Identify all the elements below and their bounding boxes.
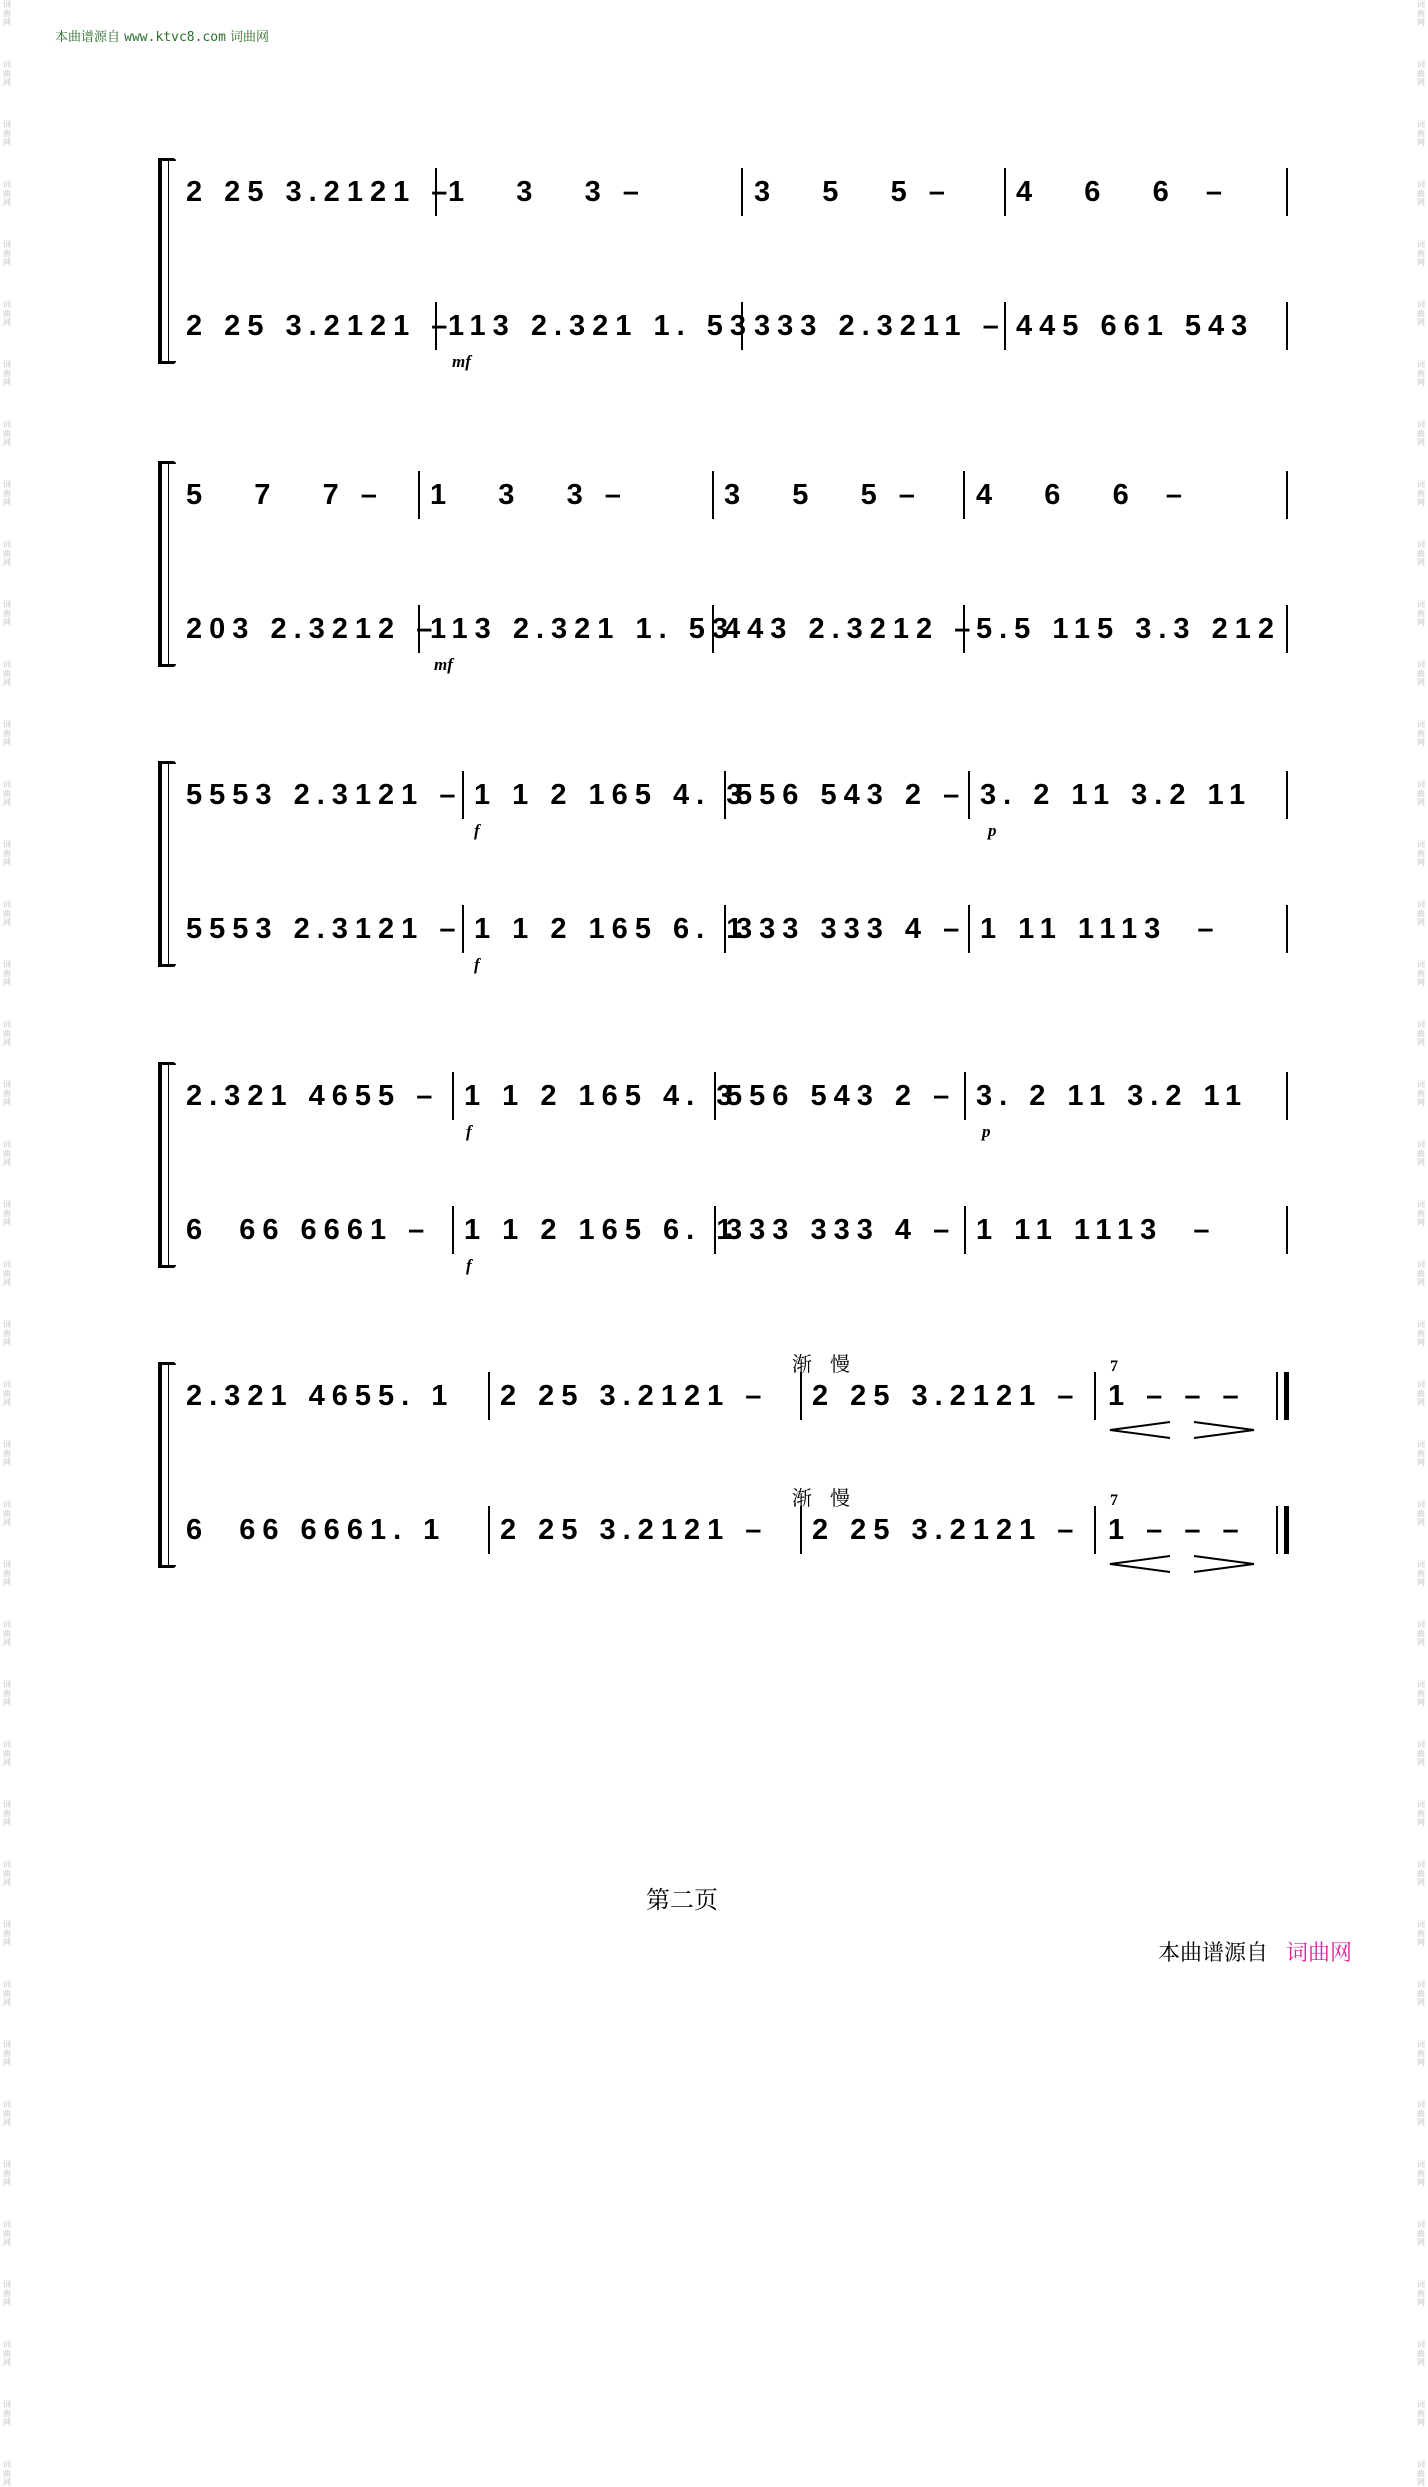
watermark-glyph: 词 曲 网 bbox=[1417, 1440, 1425, 1467]
measure bbox=[186, 465, 411, 525]
watermark-glyph: 词 曲 网 bbox=[3, 540, 11, 567]
dynamic-mark: f bbox=[474, 955, 480, 974]
score-system-1 bbox=[158, 158, 1280, 371]
watermark-glyph: 词 曲 网 bbox=[1417, 1380, 1425, 1407]
dynamic-mark: mf bbox=[434, 655, 453, 674]
measure bbox=[186, 599, 440, 659]
watermark-glyph: 词 曲 网 bbox=[3, 960, 11, 987]
measure-notes: 3. 2 11 3.2 11 bbox=[980, 779, 1253, 811]
watermark-glyph: 词 曲 网 bbox=[3, 180, 11, 207]
bottom-source-prefix: 本曲谱源自 bbox=[1158, 1941, 1269, 1966]
watermark-glyph: 词 曲 网 bbox=[3, 1860, 11, 1887]
watermark-glyph: 词 曲 网 bbox=[1417, 2100, 1425, 2127]
watermark-glyph: 词 曲 网 bbox=[3, 240, 11, 267]
barline bbox=[418, 605, 420, 653]
watermark-glyph: 词 曲 网 bbox=[1417, 120, 1425, 147]
barline bbox=[800, 1372, 802, 1420]
system-bracket-line bbox=[168, 764, 169, 964]
left-watermark-strip bbox=[0, 0, 14, 2487]
measure bbox=[754, 296, 1006, 356]
top-source-site[interactable]: 词曲网 bbox=[230, 30, 270, 45]
measure bbox=[736, 765, 967, 825]
watermark-glyph: 词 曲 网 bbox=[1417, 420, 1425, 447]
watermark-glyph: 词 曲 网 bbox=[3, 1500, 11, 1527]
watermark-glyph: 词 曲 网 bbox=[1417, 720, 1425, 747]
barline bbox=[741, 302, 743, 350]
watermark-glyph: 词 曲 网 bbox=[1417, 180, 1425, 207]
dynamic-mark: f bbox=[474, 821, 480, 840]
measure bbox=[474, 899, 750, 959]
upper-staff bbox=[182, 465, 1280, 525]
dynamic-mark: f bbox=[466, 1256, 472, 1275]
watermark-glyph: 词 曲 网 bbox=[1417, 1860, 1425, 1887]
measure-notes: 5553 2.3121 – bbox=[186, 779, 463, 811]
measure-notes: 1 1 2 165 6. 1 bbox=[474, 913, 750, 945]
measure bbox=[754, 162, 974, 222]
right-watermark-strip bbox=[1414, 0, 1428, 2487]
watermark-glyph: 词 曲 网 bbox=[3, 2460, 11, 2487]
measure bbox=[736, 899, 967, 959]
watermark-glyph: 词 曲 网 bbox=[1417, 1680, 1425, 1707]
score-system-5 bbox=[158, 1352, 1280, 1568]
watermark-glyph: 词 曲 网 bbox=[1417, 0, 1425, 27]
system-bracket bbox=[158, 761, 176, 967]
score-system-3 bbox=[158, 761, 1280, 974]
watermark-glyph: 词 曲 网 bbox=[1417, 1020, 1425, 1047]
measure bbox=[976, 1066, 1281, 1126]
upper-staff bbox=[182, 1066, 1280, 1141]
measure-notes: 2 25 3.2121 – bbox=[500, 1380, 769, 1412]
measure bbox=[976, 1200, 1281, 1260]
barline bbox=[488, 1506, 490, 1554]
watermark-glyph: 词 曲 网 bbox=[3, 1260, 11, 1287]
barline bbox=[724, 771, 726, 819]
measure-notes: 2 25 3.2121 – bbox=[812, 1514, 1081, 1546]
barline bbox=[452, 1072, 454, 1120]
fermata-number: 7 bbox=[1110, 1358, 1118, 1375]
measure-notes: 333 333 4 – bbox=[736, 913, 967, 945]
measure bbox=[186, 296, 455, 356]
watermark-glyph: 词 曲 网 bbox=[1417, 2460, 1425, 2487]
top-source-url[interactable]: www.ktvc8.com bbox=[124, 30, 226, 45]
measure bbox=[186, 765, 463, 825]
measure-notes: 1 1 2 165 6. 1 bbox=[464, 1214, 740, 1246]
dynamic-mark: p bbox=[988, 821, 997, 840]
measure bbox=[464, 1200, 740, 1260]
barline bbox=[724, 905, 726, 953]
watermark-glyph: 词 曲 网 bbox=[3, 1440, 11, 1467]
system-bracket-line bbox=[168, 1065, 169, 1265]
watermark-glyph: 词 曲 网 bbox=[1417, 300, 1425, 327]
measure bbox=[186, 899, 463, 959]
lower-staff bbox=[182, 599, 1281, 674]
watermark-glyph: 词 曲 网 bbox=[1417, 240, 1425, 267]
watermark-glyph: 词 曲 网 bbox=[1417, 1080, 1425, 1107]
upper-staff bbox=[182, 765, 1280, 840]
watermark-glyph: 词 曲 网 bbox=[3, 1980, 11, 2007]
barline bbox=[714, 1072, 716, 1120]
measure-notes: 2.321 4655 – bbox=[186, 1080, 440, 1112]
measure bbox=[186, 162, 455, 222]
barline bbox=[435, 168, 437, 216]
watermark-glyph: 词 曲 网 bbox=[3, 600, 11, 627]
barline bbox=[968, 771, 970, 819]
watermark-glyph: 词 曲 网 bbox=[1417, 2280, 1425, 2307]
dynamics-hairpin-icon bbox=[1108, 1554, 1258, 1574]
watermark-glyph: 词 曲 网 bbox=[1417, 1920, 1425, 1947]
barline bbox=[462, 905, 464, 953]
final-barline bbox=[1276, 1506, 1289, 1554]
measure-notes: 4 6 6 – bbox=[1016, 176, 1229, 208]
watermark-glyph: 词 曲 网 bbox=[1417, 900, 1425, 927]
page-number: 第二页 bbox=[646, 1886, 718, 1914]
barline bbox=[1094, 1372, 1096, 1420]
watermark-glyph: 词 曲 网 bbox=[1417, 1200, 1425, 1227]
measure bbox=[812, 1500, 1082, 1560]
barline bbox=[968, 905, 970, 953]
dynamics-hairpin-icon bbox=[1108, 1420, 1258, 1440]
watermark-glyph: 词 曲 网 bbox=[3, 1140, 11, 1167]
barline bbox=[1094, 1506, 1096, 1554]
watermark-glyph: 词 曲 网 bbox=[3, 2340, 11, 2367]
measure bbox=[726, 1066, 957, 1126]
system-bracket bbox=[158, 461, 176, 667]
watermark-glyph: 词 曲 网 bbox=[3, 1680, 11, 1707]
watermark-glyph: 词 曲 网 bbox=[1417, 2160, 1425, 2187]
barline bbox=[1004, 302, 1006, 350]
lower-staff bbox=[182, 899, 1280, 974]
measure bbox=[976, 465, 1226, 525]
watermark-glyph: 词 曲 网 bbox=[1417, 1500, 1425, 1527]
dynamic-mark: f bbox=[466, 1122, 472, 1141]
watermark-glyph: 词 曲 网 bbox=[3, 1020, 11, 1047]
watermark-glyph: 词 曲 网 bbox=[1417, 1980, 1425, 2007]
measure-notes: 443 2.3212 – bbox=[724, 613, 978, 645]
measure-notes: 556 543 2 – bbox=[736, 779, 967, 811]
watermark-glyph: 词 曲 网 bbox=[1417, 1560, 1425, 1587]
watermark-glyph: 词 曲 网 bbox=[1417, 1140, 1425, 1167]
watermark-glyph: 词 曲 网 bbox=[3, 2040, 11, 2067]
barline bbox=[1004, 168, 1006, 216]
measure-notes: 556 543 2 – bbox=[726, 1080, 957, 1112]
system-bracket bbox=[158, 1362, 176, 1568]
bottom-source-line bbox=[1158, 1936, 1352, 1967]
measure-notes: 6 66 6661. 1 bbox=[186, 1514, 447, 1546]
barline bbox=[1286, 771, 1288, 819]
measure-notes: 1 1 2 165 4. 3 bbox=[474, 779, 750, 811]
watermark-glyph: 词 曲 网 bbox=[1417, 1740, 1425, 1767]
watermark-glyph: 词 曲 网 bbox=[3, 1560, 11, 1587]
watermark-glyph: 词 曲 网 bbox=[3, 60, 11, 87]
barline bbox=[964, 1206, 966, 1254]
measure-notes: 2 25 3.2121 – bbox=[812, 1380, 1081, 1412]
barline bbox=[452, 1206, 454, 1254]
score-system-2 bbox=[158, 461, 1281, 674]
measure bbox=[186, 1500, 476, 1560]
watermark-glyph: 词 曲 网 bbox=[1417, 540, 1425, 567]
measure-notes: 2.321 4655. 1 bbox=[186, 1380, 455, 1412]
barline bbox=[1286, 471, 1288, 519]
top-source-line bbox=[55, 26, 269, 45]
barline bbox=[488, 1372, 490, 1420]
measure-notes: 4 6 6 – bbox=[976, 479, 1189, 511]
barline bbox=[1286, 1206, 1288, 1254]
dynamic-mark: p bbox=[982, 1122, 991, 1141]
measure-notes: 1 – – – bbox=[1108, 1380, 1246, 1412]
measure-notes: 1 11 1113 – bbox=[976, 1214, 1217, 1246]
score-system-4 bbox=[158, 1062, 1280, 1275]
barline bbox=[1286, 1072, 1288, 1120]
watermark-glyph: 词 曲 网 bbox=[3, 1080, 11, 1107]
watermark-glyph: 词 曲 网 bbox=[1417, 2340, 1425, 2367]
measure bbox=[1108, 1500, 1258, 1560]
barline bbox=[1286, 605, 1288, 653]
measure-notes: 3. 2 11 3.2 11 bbox=[976, 1080, 1249, 1112]
tempo-marking: 渐慢 bbox=[792, 1486, 868, 1510]
measure-notes: 1 1 2 165 4. 3 bbox=[464, 1080, 740, 1112]
watermark-glyph: 词 曲 网 bbox=[1417, 840, 1425, 867]
dynamic-mark: mf bbox=[452, 352, 471, 371]
barline bbox=[714, 1206, 716, 1254]
measure-notes: 6 66 6661 – bbox=[186, 1214, 432, 1246]
measure-notes: 2 25 3.2121 – bbox=[186, 176, 455, 208]
watermark-glyph: 词 曲 网 bbox=[1417, 780, 1425, 807]
measure bbox=[726, 1200, 957, 1260]
watermark-glyph: 词 曲 网 bbox=[1417, 480, 1425, 507]
measure bbox=[474, 765, 750, 825]
watermark-glyph: 词 曲 网 bbox=[1417, 360, 1425, 387]
measure bbox=[464, 1066, 740, 1126]
barline bbox=[963, 605, 965, 653]
barline bbox=[462, 771, 464, 819]
system-bracket bbox=[158, 1062, 176, 1268]
barline bbox=[1286, 168, 1288, 216]
barline bbox=[741, 168, 743, 216]
tempo-marking: 渐慢 bbox=[792, 1352, 868, 1376]
measure-notes: 113 2.321 1. 53 bbox=[430, 613, 735, 645]
system-bracket-line bbox=[168, 161, 169, 361]
measure bbox=[430, 599, 735, 659]
measure bbox=[980, 765, 1285, 825]
watermark-glyph: 词 曲 网 bbox=[1417, 2400, 1425, 2427]
watermark-glyph: 词 曲 网 bbox=[1417, 1320, 1425, 1347]
measure bbox=[186, 1200, 436, 1260]
measure-notes: 5553 2.3121 – bbox=[186, 913, 463, 945]
watermark-glyph: 词 曲 网 bbox=[3, 1620, 11, 1647]
watermark-glyph: 词 曲 网 bbox=[3, 720, 11, 747]
final-barline bbox=[1276, 1372, 1289, 1420]
system-bracket-line bbox=[168, 1365, 169, 1565]
watermark-glyph: 词 曲 网 bbox=[3, 1380, 11, 1407]
top-source-prefix: 本曲谱源自 bbox=[55, 30, 121, 45]
measure bbox=[448, 162, 663, 222]
measure-notes: 3 5 5 – bbox=[724, 479, 922, 511]
watermark-glyph: 词 曲 网 bbox=[3, 1200, 11, 1227]
measure bbox=[1016, 296, 1284, 356]
watermark-glyph: 词 曲 网 bbox=[3, 1740, 11, 1767]
system-bracket-line bbox=[168, 464, 169, 664]
watermark-glyph: 词 曲 网 bbox=[3, 900, 11, 927]
watermark-glyph: 词 曲 网 bbox=[3, 1800, 11, 1827]
watermark-glyph: 词 曲 网 bbox=[3, 780, 11, 807]
measure-notes: 445 661 543 bbox=[1016, 310, 1255, 342]
watermark-glyph: 词 曲 网 bbox=[3, 840, 11, 867]
barline bbox=[963, 471, 965, 519]
barline bbox=[800, 1506, 802, 1554]
measure bbox=[500, 1366, 790, 1426]
measure bbox=[976, 599, 1286, 659]
measure bbox=[430, 465, 660, 525]
watermark-glyph: 词 曲 网 bbox=[3, 2160, 11, 2187]
watermark-glyph: 词 曲 网 bbox=[1417, 1800, 1425, 1827]
measure bbox=[812, 1366, 1082, 1426]
watermark-glyph: 词 曲 网 bbox=[3, 2280, 11, 2307]
watermark-glyph: 词 曲 网 bbox=[3, 360, 11, 387]
measure-notes: 5 7 7 – bbox=[186, 479, 384, 511]
watermark-glyph: 词 曲 网 bbox=[1417, 60, 1425, 87]
watermark-glyph: 词 曲 网 bbox=[1417, 1260, 1425, 1287]
watermark-glyph: 词 曲 网 bbox=[3, 120, 11, 147]
barline bbox=[1286, 905, 1288, 953]
lower-staff bbox=[182, 1200, 1280, 1275]
watermark-glyph: 词 曲 网 bbox=[1417, 960, 1425, 987]
measure-notes: 113 2.321 1. 53 bbox=[448, 310, 753, 342]
measure bbox=[980, 899, 1285, 959]
measure-notes: 1 3 3 – bbox=[430, 479, 628, 511]
upper-staff bbox=[182, 162, 1280, 222]
measure-notes: 1 3 3 – bbox=[448, 176, 646, 208]
barline bbox=[712, 471, 714, 519]
barline bbox=[964, 1072, 966, 1120]
barline bbox=[418, 471, 420, 519]
watermark-glyph: 词 曲 网 bbox=[1417, 2220, 1425, 2247]
measure-notes: 203 2.3212 – bbox=[186, 613, 440, 645]
measure bbox=[1016, 162, 1256, 222]
fermata-number: 7 bbox=[1110, 1492, 1118, 1509]
lower-staff bbox=[182, 296, 1280, 371]
watermark-glyph: 词 曲 网 bbox=[1417, 600, 1425, 627]
watermark-glyph: 词 曲 网 bbox=[3, 1320, 11, 1347]
watermark-glyph: 词 曲 网 bbox=[1417, 2040, 1425, 2067]
measure-notes: 2 25 3.2121 – bbox=[500, 1514, 769, 1546]
watermark-glyph: 词 曲 网 bbox=[3, 2400, 11, 2427]
system-bracket bbox=[158, 158, 176, 364]
measure-notes: 333 333 4 – bbox=[726, 1214, 957, 1246]
bottom-source-site[interactable]: 词曲网 bbox=[1286, 1941, 1353, 1966]
measure-notes: 2 25 3.2121 – bbox=[186, 310, 455, 342]
watermark-glyph: 词 曲 网 bbox=[1417, 1620, 1425, 1647]
measure bbox=[186, 1066, 440, 1126]
watermark-glyph: 词 曲 网 bbox=[3, 300, 11, 327]
measure-notes: 5.5 115 3.3 212 bbox=[976, 613, 1281, 645]
watermark-glyph: 词 曲 网 bbox=[3, 2100, 11, 2127]
watermark-glyph: 词 曲 网 bbox=[3, 0, 11, 27]
barline bbox=[435, 302, 437, 350]
barline bbox=[1286, 302, 1288, 350]
measure-notes: 3 5 5 – bbox=[754, 176, 952, 208]
measure bbox=[186, 1366, 476, 1426]
measure bbox=[1108, 1366, 1258, 1426]
watermark-glyph: 词 曲 网 bbox=[3, 2220, 11, 2247]
measure-notes: 1 11 1113 – bbox=[980, 913, 1221, 945]
measure-notes: 1 – – – bbox=[1108, 1514, 1246, 1546]
watermark-glyph: 词 曲 网 bbox=[1417, 660, 1425, 687]
watermark-glyph: 词 曲 网 bbox=[3, 420, 11, 447]
watermark-glyph: 词 曲 网 bbox=[3, 1920, 11, 1947]
measure-notes: 333 2.3211 – bbox=[754, 310, 1006, 342]
watermark-glyph: 词 曲 网 bbox=[3, 480, 11, 507]
measure bbox=[448, 296, 753, 356]
watermark-glyph: 词 曲 网 bbox=[3, 660, 11, 687]
barline bbox=[712, 605, 714, 653]
measure bbox=[724, 465, 944, 525]
measure bbox=[724, 599, 978, 659]
measure bbox=[500, 1500, 790, 1560]
